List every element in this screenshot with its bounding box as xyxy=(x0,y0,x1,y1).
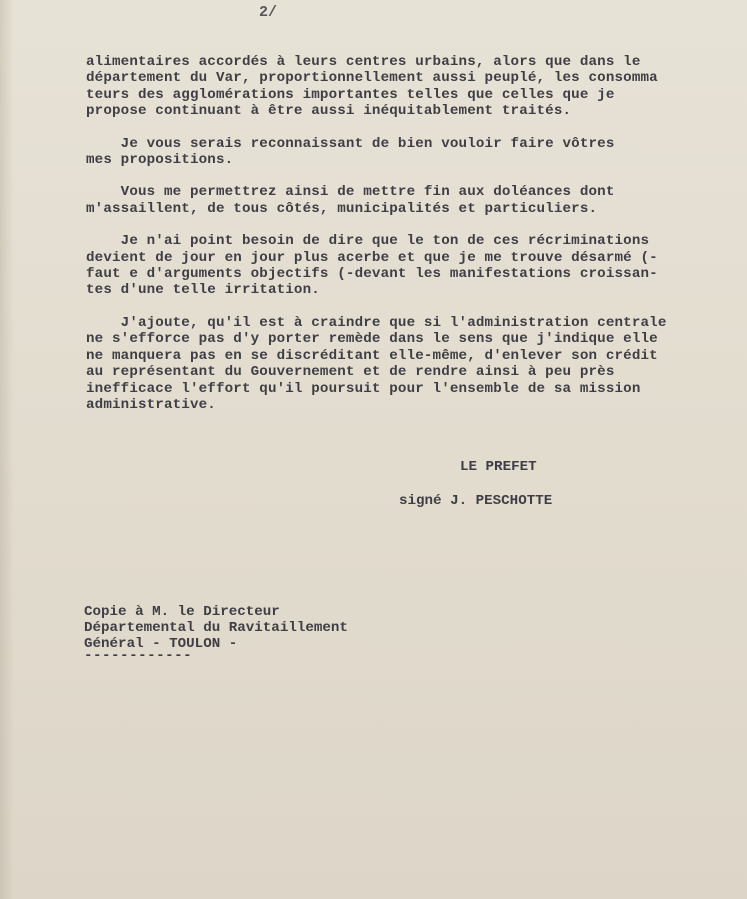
paragraph xyxy=(86,54,746,120)
copy-to-line: Général - TOULON - xyxy=(84,636,238,653)
text-line: m'assaillent, de tous côtés, municipalités et particuliers. xyxy=(86,200,598,217)
signature-title: LE PREFET xyxy=(460,459,537,475)
text-line: ne s'efforce pas d'y porter remède dans le sens que j'indique elle xyxy=(86,331,658,348)
text-line: au représentant du Gouvernement et de rendre ainsi à peu près xyxy=(86,364,615,381)
text-line: administrative. xyxy=(86,396,216,413)
dashed-rule: ------------ xyxy=(84,647,193,664)
text-line: devient de jour en jour plus acerbe et que je me trouve désarmé (- xyxy=(86,249,658,266)
paragraph xyxy=(86,315,746,413)
copy-to-block xyxy=(84,604,348,664)
text-line: propose continuant à être aussi inéquitablement traités. xyxy=(86,103,572,120)
paragraph xyxy=(86,233,746,299)
text-line: ne manquera pas en se discréditant elle-même, d'enlever son crédit xyxy=(86,347,658,364)
copy-to-line: Départemental du Ravitaillement xyxy=(84,620,348,637)
page-number: 2/ xyxy=(259,4,278,21)
text-line: tes d'une telle irritation. xyxy=(86,282,320,299)
text-line: teurs des agglomérations importantes telles que celles que je xyxy=(86,86,615,103)
paragraph xyxy=(86,136,746,169)
text-line: département du Var, proportionnellement aussi peuplé, les consomma xyxy=(86,70,658,87)
text-line: faut e d'arguments objectifs (-devant les manifestations croissan- xyxy=(86,266,658,283)
text-line: alimentaires accordés à leurs centres urbains, alors que dans le xyxy=(86,54,641,70)
text-line: Je n'ai point besoin de dire que le ton de ces récriminations xyxy=(86,233,650,250)
signature-name: signé J. PESCHOTTE xyxy=(399,493,553,509)
text-line: Vous me permettrez ainsi de mettre fin aux doléances dont xyxy=(86,184,615,201)
text-line: mes propositions. xyxy=(86,152,234,169)
text-line: J'ajoute, qu'il est à craindre que si l'administration centrale xyxy=(86,314,667,331)
copy-to-line: Copie à M. le Directeur xyxy=(84,604,280,620)
text-line: inefficace l'effort qu'il poursuit pour l'ensemble de sa mission xyxy=(86,380,641,397)
page-edge-shadow xyxy=(0,0,14,899)
letter-body xyxy=(86,54,746,429)
paragraph xyxy=(86,184,746,217)
text-line: Je vous serais reconnaissant de bien vouloir faire vôtres xyxy=(86,135,615,152)
